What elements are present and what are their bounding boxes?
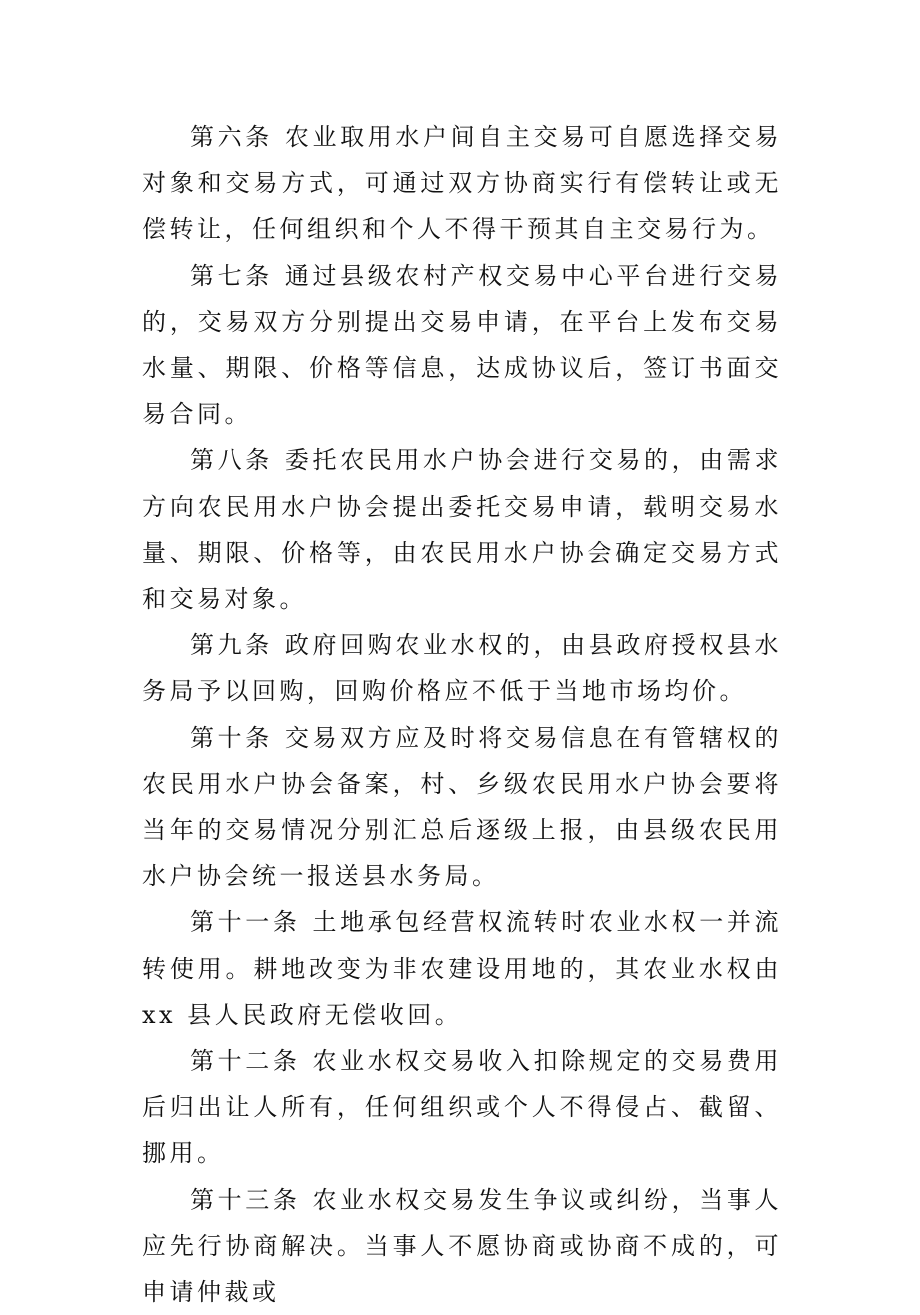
article-11 [142,899,782,1038]
article-heading: 第七条 [190,261,273,290]
article-text: 政府回购农业水权的，由县政府授权县水务局予以回购，回购价格应不低于当地市场均价。 [142,631,782,706]
article-heading: 第九条 [190,631,273,660]
article-heading: 第十二条 [190,1047,301,1076]
article-10 [142,715,782,900]
article-12 [142,1038,782,1177]
article-7 [142,253,782,438]
article-heading: 第八条 [190,446,273,475]
article-text: 土地承包经营权流转时农业水权一并流转使用。耕地改变为非农建设用地的，其农业水权由 xx 县人民政府无偿收回。 [142,908,782,1029]
article-heading: 第十条 [190,723,273,752]
article-text: 通过县级农村产权交易中心平台进行交易的，交易双方分别提出交易申请，在平台上发布交易水量、期限、价格等信息，达成协议后，签订书面交易合同。 [142,261,782,429]
document-page [142,114,782,1315]
article-text: 交易双方应及时将交易信息在有管辖权的农民用水户协会备案，村、乡级农民用水户协会要将当年的交易情况分别汇总后逐级上报，由县级农民用水户协会统一报送县水务局。 [142,723,782,891]
article-text: 农业水权交易发生争议或纠纷，当事人应先行协商解决。当事人不愿协商或协商不成的，可申请仲裁或 [142,1185,782,1307]
article-text: 农业水权交易收入扣除规定的交易费用后归出让人所有，任何组织或个人不得侵占、截留、挪用。 [142,1047,782,1168]
article-heading: 第十一条 [190,908,301,937]
article-heading: 第十三条 [190,1185,301,1214]
article-13 [142,1177,782,1315]
article-9 [142,622,782,714]
article-heading: 第六条 [190,123,273,151]
article-6 [142,114,782,253]
article-8 [142,437,782,622]
article-text: 农业取用水户间自主交易可自愿选择交易对象和交易方式，可通过双方协商实行有偿转让或无偿转让，任何组织和个人不得干预其自主交易行为。 [142,123,782,244]
article-text: 委托农民用水户协会进行交易的，由需求方向农民用水户协会提出委托交易申请，载明交易水量、期限、价格等，由农民用水户协会确定交易方式和交易对象。 [142,446,782,614]
